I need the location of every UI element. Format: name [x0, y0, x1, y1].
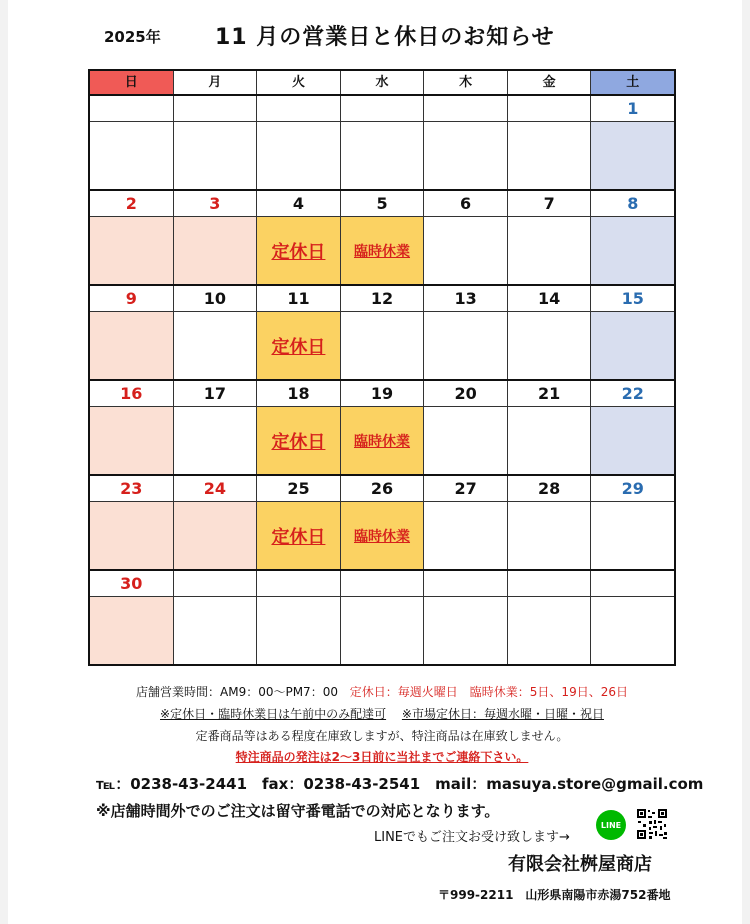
week-day-cells: [90, 122, 674, 189]
week-day-numbers: [90, 381, 674, 407]
day-number: 3: [173, 191, 257, 216]
week-day-cells: [90, 597, 674, 664]
flyer-page: [8, 0, 742, 924]
day-cell: [423, 407, 507, 474]
day-number: 1: [590, 96, 674, 121]
weekday-tue: 火: [256, 71, 340, 94]
day-number: 25: [256, 476, 340, 501]
day-number: [256, 571, 340, 596]
day-number: 18: [256, 381, 340, 406]
day-cell: [423, 597, 507, 664]
day-number: [590, 571, 674, 596]
week-day-numbers: [90, 286, 674, 312]
day-number: 26: [340, 476, 424, 501]
day-cell: [256, 407, 340, 474]
day-cell: [173, 312, 257, 379]
delivery-note: ※定休日・臨時休業日は午前中のみ配達可: [160, 707, 387, 721]
week-day-cells: [90, 407, 674, 474]
week-day-numbers: [90, 571, 674, 597]
after-hours-note: ※店舗時間外でのご注文は留守番電話での対応となります。: [96, 802, 500, 820]
day-number: 22: [590, 381, 674, 406]
line-cta: LINEでもご注文お受け致します→: [374, 830, 570, 845]
day-cell: [423, 122, 507, 189]
day-cell: [507, 122, 591, 189]
day-number: 20: [423, 381, 507, 406]
special-order-note: [88, 748, 676, 765]
calendar-week: [90, 189, 674, 284]
day-number: 6: [423, 191, 507, 216]
day-cell: [507, 597, 591, 664]
day-number: 21: [507, 381, 591, 406]
day-number: 11: [256, 286, 340, 311]
day-cell: [90, 122, 173, 189]
day-number: 29: [590, 476, 674, 501]
day-number: [423, 96, 507, 121]
stock-note: 定番商品等はある程度在庫致しますが、特注商品は在庫致しません。: [195, 729, 569, 743]
day-cell: [90, 312, 173, 379]
day-number: 30: [120, 574, 143, 593]
day-number: 9: [125, 289, 137, 308]
closed-label: 定休日: [271, 526, 326, 548]
day-cell: [340, 597, 424, 664]
day-cell: [340, 312, 424, 379]
calendar-week: [90, 569, 674, 664]
day-number: 17: [173, 381, 257, 406]
day-cell: [507, 217, 591, 284]
weekday-mon: 月: [173, 71, 257, 94]
year-label: 2025年: [104, 28, 161, 46]
day-cell: [256, 597, 340, 664]
hours-line: [88, 683, 676, 700]
day-cell: [423, 502, 507, 569]
day-cell: [173, 122, 257, 189]
day-number: 24: [173, 476, 257, 501]
day-number: [90, 96, 173, 121]
day-cell: [507, 502, 591, 569]
special-order-text: 特注商品の発注は2〜3日前に当社までご連絡下さい。: [235, 750, 529, 764]
day-number: 28: [507, 476, 591, 501]
day-number: 5: [340, 191, 424, 216]
day-number: [507, 571, 591, 596]
day-number: 19: [340, 381, 424, 406]
day-number: 16: [120, 384, 143, 403]
closed-label: 定休日: [271, 431, 326, 453]
line-logo-icon[interactable]: LINE: [596, 810, 626, 840]
week-day-numbers: [90, 476, 674, 502]
day-number: 2: [125, 194, 137, 213]
delivery-line: [88, 705, 676, 722]
calendar: [88, 69, 676, 666]
weekday-thu: 木: [423, 71, 507, 94]
day-number: [507, 96, 591, 121]
day-number: 15: [590, 286, 674, 311]
day-cell: [173, 217, 257, 284]
day-cell: [340, 217, 424, 284]
day-cell: [173, 502, 257, 569]
closed-label: 臨時休業: [354, 433, 411, 450]
day-cell: [90, 597, 173, 664]
weekday-sun: 日: [90, 71, 173, 94]
day-cell: [340, 502, 424, 569]
weekday-header: [90, 71, 674, 96]
day-cell: [256, 312, 340, 379]
day-cell: [423, 312, 507, 379]
qr-code-icon[interactable]: [636, 808, 668, 840]
day-cell: [507, 407, 591, 474]
market-note: ※市場定休日：毎週水曜・日曜・祝日: [401, 707, 604, 721]
day-cell: [590, 122, 674, 189]
week-day-cells: [90, 312, 674, 379]
day-number: 10: [173, 286, 257, 311]
calendar-week: [90, 284, 674, 379]
holiday-summary: 定休日：毎週火曜日 臨時休業：5日、19日、26日: [349, 685, 628, 699]
calendar-week: [90, 379, 674, 474]
day-number: 7: [507, 191, 591, 216]
day-number: 23: [120, 479, 143, 498]
day-cell: [90, 407, 173, 474]
day-number: [256, 96, 340, 121]
day-number: 12: [340, 286, 424, 311]
weekday-sat: 土: [590, 71, 674, 94]
calendar-week: [90, 96, 674, 189]
day-cell: [256, 122, 340, 189]
week-day-numbers: [90, 96, 674, 122]
day-number: 14: [507, 286, 591, 311]
company-name: 有限会社桝屋商店: [508, 854, 652, 875]
weekday-fri: 金: [507, 71, 591, 94]
closed-label: 臨時休業: [354, 528, 411, 545]
day-cell: [423, 217, 507, 284]
day-cell: [340, 407, 424, 474]
day-cell: [590, 312, 674, 379]
calendar-week: [90, 474, 674, 569]
weekday-wed: 水: [340, 71, 424, 94]
day-cell: [590, 502, 674, 569]
day-cell: [507, 312, 591, 379]
day-cell: [90, 502, 173, 569]
day-cell: [590, 597, 674, 664]
day-number: [340, 96, 424, 121]
week-day-cells: [90, 217, 674, 284]
closed-label: 定休日: [271, 336, 326, 358]
page-title: 11 月の営業日と休日のお知らせ: [215, 25, 555, 50]
day-cell: [90, 217, 173, 284]
week-day-numbers: [90, 191, 674, 217]
calendar-weeks: [90, 96, 674, 664]
day-cell: [590, 217, 674, 284]
day-number: 4: [256, 191, 340, 216]
day-number: [423, 571, 507, 596]
day-cell: [173, 407, 257, 474]
day-cell: [173, 597, 257, 664]
week-day-cells: [90, 502, 674, 569]
company-address: 〒999-2211 山形県南陽市赤湯752番地: [438, 888, 671, 902]
day-number: 27: [423, 476, 507, 501]
contact-info: ℡：0238-43-2441 fax：0238-43-2541 mail：masuya.store@gmail.com: [96, 775, 704, 793]
day-cell: [590, 407, 674, 474]
day-cell: [256, 217, 340, 284]
day-number: 8: [590, 191, 674, 216]
day-number: [340, 571, 424, 596]
closed-label: 定休日: [271, 241, 326, 263]
day-number: 13: [423, 286, 507, 311]
business-hours: 店舗営業時間：AM9：00〜PM7：00: [136, 685, 338, 699]
day-cell: [256, 502, 340, 569]
day-number: [173, 96, 257, 121]
day-cell: [340, 122, 424, 189]
closed-label: 臨時休業: [354, 243, 411, 260]
day-number: [173, 571, 257, 596]
